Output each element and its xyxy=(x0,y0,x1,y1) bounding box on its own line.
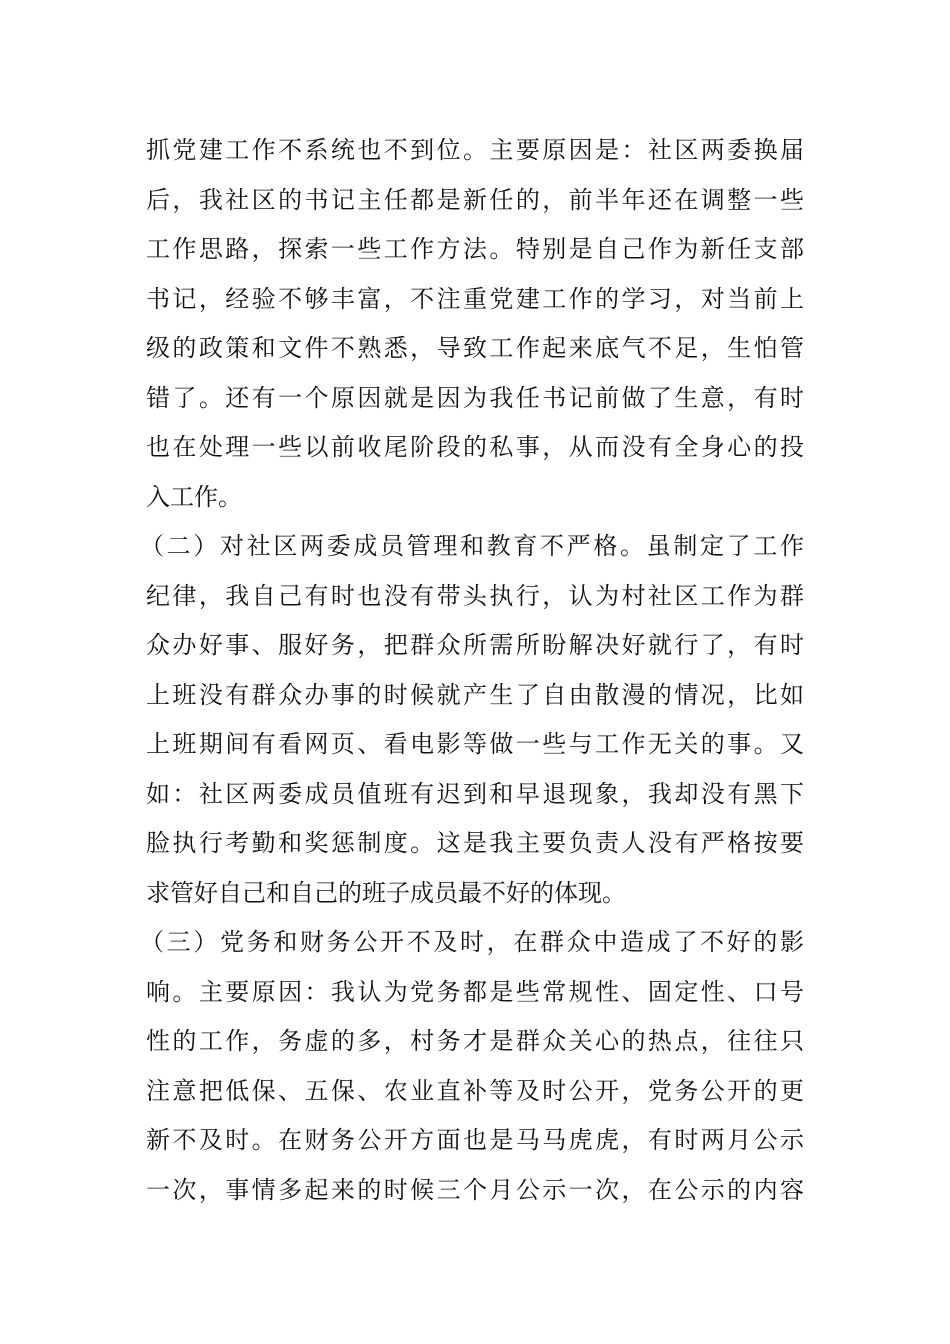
text-line: 注意把低保、五保、农业直补等及时公开，党务公开的更 xyxy=(146,1076,804,1105)
text-line: 后，我社区的书记主任都是新任的，前半年还在调整一些 xyxy=(146,185,804,214)
text-line: 抓党建工作不系统也不到位。主要原因是：社区两委换届 xyxy=(146,136,804,164)
text-line: 级的政策和文件不熟悉，导致工作起来底气不足，生怕管 xyxy=(146,334,804,362)
text-line: （二）对社区两委成员管理和教育不严格。虽制定了工作 xyxy=(140,532,804,560)
text-line: 纪律，我自己有时也没有带头执行，认为村社区工作为群 xyxy=(146,581,804,610)
text-line: 求管好自己和自己的班子成员最不好的体现。 xyxy=(146,878,626,907)
document-body xyxy=(140,126,804,1215)
text-line: 性的工作，务虚的多，村务才是群众关心的热点，往往只 xyxy=(146,1027,804,1055)
text-line: 众办好事、服好务，把群众所需所盼解决好就行了，有时 xyxy=(146,631,804,659)
text-line: 上班期间有看网页、看电影等做一些与工作无关的事。又 xyxy=(146,730,804,758)
text-line: 如：社区两委成员值班有迟到和早退现象，我却没有黑下 xyxy=(146,779,804,808)
text-line: （三）党务和财务公开不及时，在群众中造成了不好的影 xyxy=(140,928,804,956)
text-line: 书记，经验不够丰富，不注重党建工作的学习，对当前上 xyxy=(146,284,804,313)
text-line: 也在处理一些以前收尾阶段的私事，从而没有全身心的投 xyxy=(146,433,804,461)
text-line: 一次，事情多起来的时候三个月公示一次，在公示的内容 xyxy=(146,1175,804,1204)
text-line: 错了。还有一个原因就是因为我任书记前做了生意，有时 xyxy=(146,383,804,412)
text-line: 脸执行考勤和奖惩制度。这是我主要负责人没有严格按要 xyxy=(146,829,804,857)
text-line: 新不及时。在财务公开方面也是马马虎虎，有时两月公示 xyxy=(146,1126,804,1154)
text-line: 入工作。 xyxy=(146,482,242,511)
text-line: 响。主要原因：我认为党务都是些常规性、固定性、口号 xyxy=(146,977,804,1006)
text-line: 上班没有群众办事的时候就产生了自由散漫的情况，比如 xyxy=(146,680,804,709)
text-line: 工作思路，探索一些工作方法。特别是自己作为新任支部 xyxy=(146,235,804,263)
